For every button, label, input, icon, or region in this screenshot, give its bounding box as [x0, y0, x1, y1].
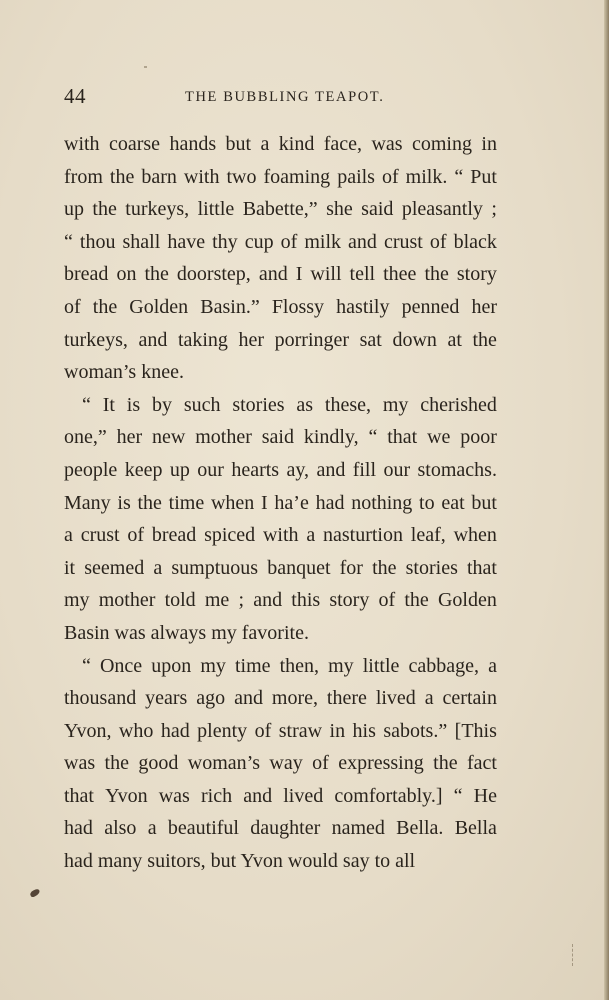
- word: “: [64, 230, 73, 253]
- word: time: [168, 491, 205, 514]
- word: our: [197, 458, 224, 481]
- word: a: [64, 524, 73, 547]
- word: I: [295, 263, 303, 286]
- word: taking: [177, 328, 228, 351]
- word: fill: [352, 458, 377, 481]
- word: Flossy: [271, 295, 325, 318]
- word: coarse: [108, 133, 161, 155]
- word: said: [261, 426, 294, 449]
- word: the: [433, 752, 458, 775]
- word: thy: [212, 230, 238, 253]
- word: the: [372, 556, 397, 579]
- word: sat: [359, 328, 382, 351]
- word: she: [326, 198, 353, 221]
- word: Yvon: [105, 784, 148, 807]
- word: upon: [151, 654, 192, 677]
- word: and: [138, 328, 168, 351]
- word: plenty: [197, 719, 248, 742]
- word: up: [169, 458, 190, 481]
- word: Yvon,: [64, 719, 112, 742]
- word: one,”: [64, 426, 107, 449]
- word: it: [64, 556, 76, 579]
- text-line: [64, 519, 497, 552]
- word: but: [471, 491, 497, 514]
- word: was: [371, 133, 403, 155]
- word: down: [392, 328, 437, 351]
- word: my: [64, 589, 90, 612]
- word: thousand: [64, 687, 137, 710]
- word: ha’e: [274, 491, 309, 514]
- word: seemed: [84, 556, 145, 579]
- text-line: [64, 812, 497, 845]
- word: of: [429, 230, 447, 253]
- ink-smudge: [29, 888, 41, 898]
- word: and: [234, 687, 263, 710]
- text-line: [64, 487, 497, 520]
- word: banquet: [267, 556, 331, 579]
- word: hearts: [231, 458, 280, 481]
- word: two: [226, 165, 257, 188]
- word: barn: [141, 165, 177, 188]
- word: was: [158, 784, 190, 807]
- word: story: [329, 589, 370, 612]
- word: porringer: [274, 328, 350, 351]
- word: my: [200, 654, 226, 677]
- word: [This: [454, 719, 497, 742]
- word: her: [116, 426, 143, 449]
- word: up: [64, 198, 84, 221]
- word: when: [453, 524, 497, 547]
- word: for: [339, 556, 363, 579]
- word: story: [456, 263, 497, 286]
- word: Babette,”: [242, 198, 318, 221]
- word: of: [381, 165, 399, 188]
- word: to: [419, 491, 435, 514]
- word: foaming: [263, 165, 331, 188]
- word: her: [471, 295, 497, 318]
- word: penned: [401, 295, 460, 318]
- word: Put: [470, 165, 497, 188]
- word: with: [183, 165, 220, 188]
- word: “: [453, 784, 463, 807]
- word: more,: [271, 687, 318, 710]
- text-line: [64, 324, 497, 357]
- word: thee: [383, 263, 417, 286]
- word: Bella.: [396, 817, 444, 840]
- word: and: [348, 230, 377, 253]
- word: that: [64, 784, 94, 807]
- word: our: [383, 458, 411, 481]
- word: the: [109, 165, 135, 188]
- word: was: [64, 752, 96, 775]
- word: daughter: [250, 817, 321, 840]
- word: doorstep,: [176, 263, 251, 286]
- text-line: [64, 780, 497, 813]
- word: rich: [200, 784, 233, 807]
- text-line: [64, 291, 497, 324]
- word: eat: [441, 491, 465, 514]
- word: ay,: [286, 458, 310, 481]
- text-line: [64, 584, 497, 617]
- word: of: [254, 719, 272, 742]
- word: stomachs.: [417, 458, 497, 481]
- word: years: [145, 687, 188, 710]
- word: woman’s: [187, 752, 260, 775]
- word: cabbage,: [408, 654, 480, 677]
- text-line: [64, 682, 497, 715]
- word: thou: [79, 230, 116, 253]
- text-line: woman’s knee.: [64, 361, 184, 384]
- word: spiced: [204, 524, 256, 547]
- word: on: [116, 263, 137, 286]
- word: have: [167, 230, 206, 253]
- word: we: [427, 426, 451, 449]
- word: of: [280, 230, 298, 253]
- word: the: [424, 263, 449, 286]
- body-text: [64, 128, 497, 878]
- word: as: [296, 393, 314, 416]
- word: comfortably.]: [334, 784, 443, 807]
- word: little: [197, 198, 235, 221]
- word: his: [352, 719, 376, 742]
- word: face,: [323, 133, 363, 155]
- word: had: [64, 817, 93, 840]
- word: black: [453, 230, 497, 253]
- word: this: [291, 589, 321, 612]
- word: and: [243, 784, 273, 807]
- text-line: [64, 715, 497, 748]
- word: with: [64, 133, 100, 155]
- word: the: [472, 328, 497, 351]
- word: and: [253, 589, 283, 612]
- word: such: [183, 393, 221, 416]
- word: cherished: [420, 393, 497, 416]
- text-line: [64, 226, 497, 259]
- word: kindly,: [303, 426, 359, 449]
- paper-specks: [572, 944, 577, 966]
- word: ago: [196, 687, 226, 710]
- word: the: [404, 589, 429, 612]
- word: lived: [283, 784, 324, 807]
- text-line: [64, 161, 497, 194]
- word: Many: [64, 491, 111, 514]
- word: little: [362, 654, 400, 677]
- word: cup: [244, 230, 274, 253]
- word: in: [329, 719, 346, 742]
- word: “: [454, 165, 464, 188]
- word: beautiful: [167, 817, 239, 840]
- word: sumptuous: [171, 556, 259, 579]
- word: coming: [411, 133, 472, 155]
- running-title: THE BUBBLING TEAPOT.: [185, 89, 385, 105]
- word: then,: [279, 654, 320, 677]
- word: It: [102, 393, 115, 416]
- word: time: [234, 654, 271, 677]
- word: a: [147, 817, 157, 840]
- word: shall: [122, 230, 161, 253]
- word: bread: [64, 263, 109, 286]
- word: who: [118, 719, 154, 742]
- text-line: [64, 193, 497, 226]
- word: by: [151, 393, 172, 416]
- word: a: [306, 524, 316, 547]
- word: the: [92, 198, 117, 221]
- word: ;: [238, 589, 245, 612]
- word: ;: [491, 198, 497, 221]
- word: turkeys,: [125, 198, 190, 221]
- word: the: [137, 491, 162, 514]
- text-line: [64, 650, 497, 683]
- word: people: [64, 458, 118, 481]
- word: way: [269, 752, 303, 775]
- word: pails: [337, 165, 375, 188]
- word: Bella: [454, 817, 497, 840]
- word: named: [331, 817, 385, 840]
- word: Golden: [129, 295, 189, 318]
- text-line: [64, 747, 497, 780]
- word: kind: [278, 133, 315, 155]
- word: pleasantly: [401, 198, 483, 221]
- paper-fleck: [144, 66, 147, 68]
- word: stories: [405, 556, 458, 579]
- word: her: [238, 328, 265, 351]
- word: Basin.”: [200, 295, 260, 318]
- word: bread: [151, 524, 197, 547]
- word: will: [310, 263, 342, 286]
- word: milk: [304, 230, 342, 253]
- page-number: 44: [64, 84, 86, 108]
- word: nasturtion: [323, 524, 403, 547]
- page-edge: [604, 0, 609, 1000]
- word: the: [104, 752, 129, 775]
- word: the: [144, 263, 169, 286]
- word: leaf,: [410, 524, 446, 547]
- word: said: [361, 198, 394, 221]
- word: of: [312, 752, 329, 775]
- word: of: [64, 295, 81, 318]
- word: a: [424, 687, 434, 710]
- word: crust: [80, 524, 120, 547]
- word: sabots.”: [383, 719, 448, 742]
- word: of: [378, 589, 396, 612]
- word: He: [473, 784, 497, 807]
- word: Once: [99, 654, 143, 677]
- word: poor: [460, 426, 497, 449]
- word: and: [316, 458, 346, 481]
- word: is: [126, 393, 141, 416]
- word: stories: [232, 393, 285, 416]
- word: expressing: [338, 752, 424, 775]
- word: I: [261, 491, 268, 514]
- text-line: [64, 552, 497, 585]
- word: is: [117, 491, 131, 514]
- word: turkeys,: [64, 328, 128, 351]
- word: new: [152, 426, 186, 449]
- text-line: [64, 389, 497, 422]
- word: a: [153, 556, 163, 579]
- word: “: [82, 654, 91, 677]
- text-line: [64, 421, 497, 454]
- running-header: [64, 84, 499, 110]
- word: at: [447, 328, 462, 351]
- word: that: [466, 556, 497, 579]
- text-line: [64, 454, 497, 487]
- word: fact: [467, 752, 497, 775]
- word: mother: [98, 589, 156, 612]
- word: from: [64, 165, 103, 188]
- word: but: [225, 133, 252, 155]
- word: Golden: [437, 589, 497, 612]
- word: crust: [383, 230, 423, 253]
- word: these,: [324, 393, 372, 416]
- word: straw: [278, 719, 323, 742]
- word: of: [127, 524, 145, 547]
- text-line: Basin was always my favorite.: [64, 621, 309, 644]
- word: a: [260, 133, 270, 155]
- word: “: [82, 393, 91, 416]
- word: had: [315, 491, 345, 514]
- word: my: [328, 654, 354, 677]
- word: the: [92, 295, 118, 318]
- word: tell: [349, 263, 376, 286]
- word: and: [258, 263, 288, 286]
- word: had: [160, 719, 190, 742]
- word: there: [326, 687, 367, 710]
- word: when: [210, 491, 255, 514]
- word: a: [488, 654, 497, 677]
- word: hastily: [336, 295, 390, 318]
- word: with: [262, 524, 299, 547]
- word: nothing: [351, 491, 413, 514]
- word: keep: [124, 458, 163, 481]
- word: mother: [195, 426, 252, 449]
- word: hands: [169, 133, 217, 155]
- word: in: [481, 133, 497, 155]
- word: certain: [442, 687, 497, 710]
- word: “: [368, 426, 378, 449]
- text-line: [64, 128, 497, 161]
- text-line: had many suitors, but Yvon would say to all: [64, 850, 416, 873]
- word: told: [164, 589, 196, 612]
- word: my: [382, 393, 409, 416]
- word: that: [387, 426, 418, 449]
- text-line: [64, 258, 497, 291]
- word: lived: [375, 687, 416, 710]
- word: milk.: [405, 165, 448, 188]
- word: me: [204, 589, 230, 612]
- word: good: [138, 752, 179, 775]
- word: also: [104, 817, 137, 840]
